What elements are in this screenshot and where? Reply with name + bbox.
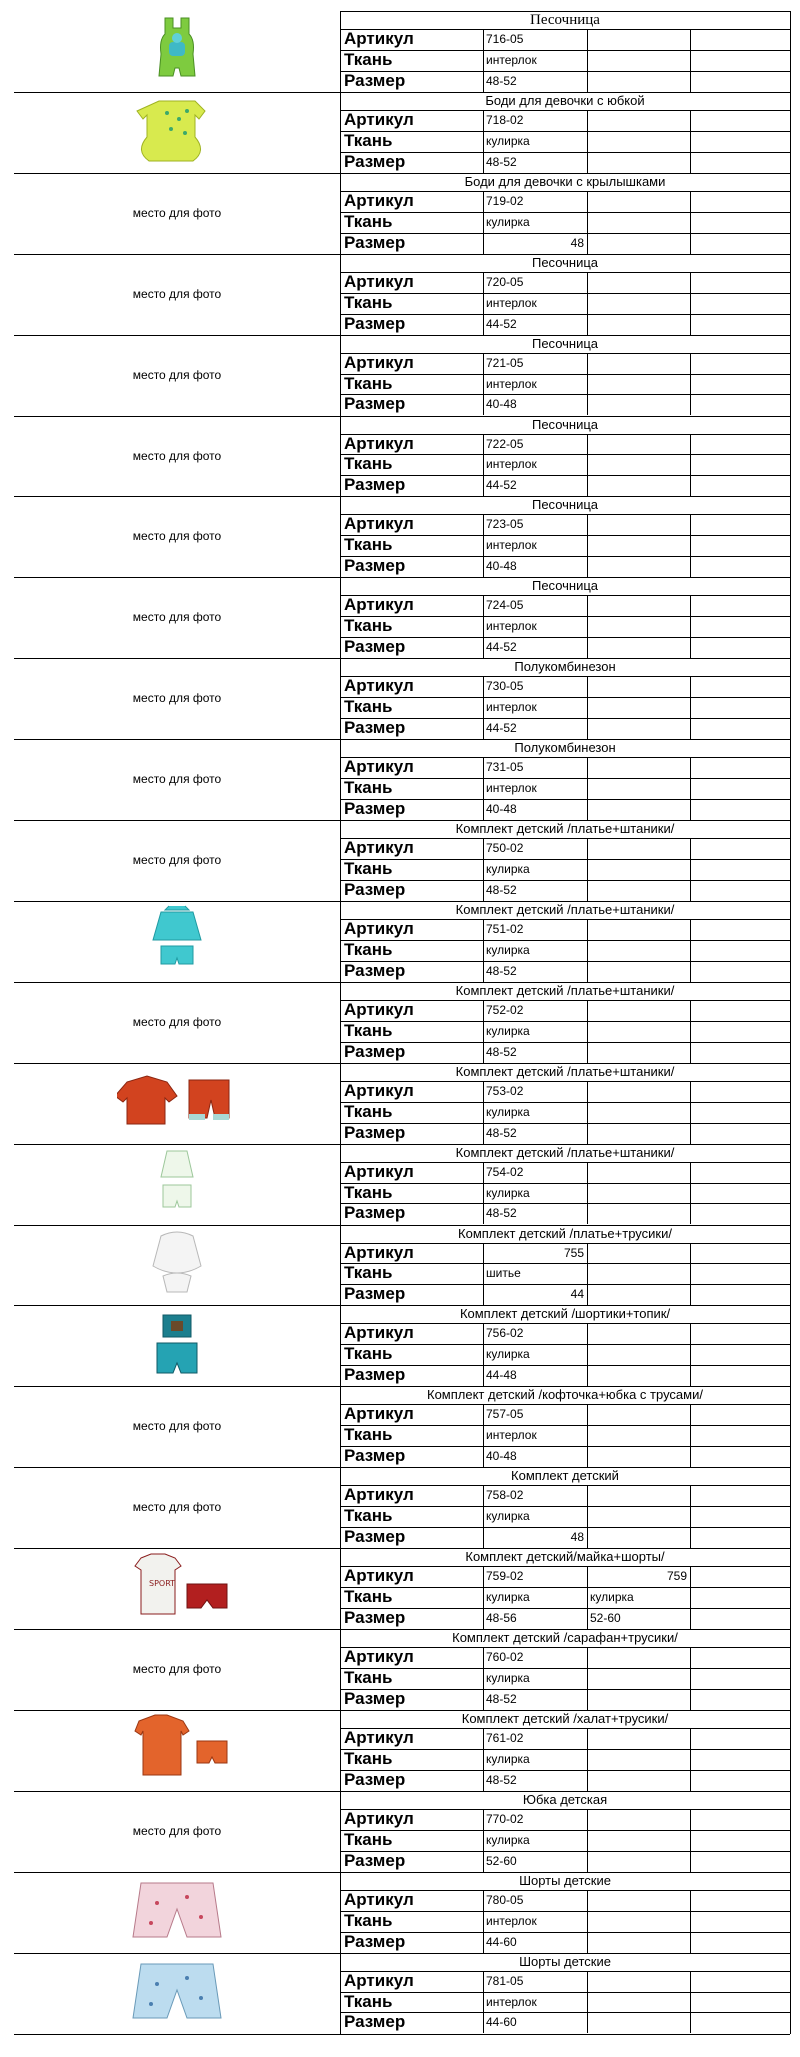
article-label: Артикул	[344, 918, 414, 938]
fabric-value: шитье	[486, 1266, 521, 1281]
fabric-value: интерлок	[486, 1428, 537, 1443]
article-value: 730-05	[486, 679, 524, 694]
grid-line	[690, 595, 691, 658]
article-value: 751-02	[486, 921, 524, 936]
fabric-value: кулирка	[486, 1509, 530, 1524]
svg-text:SPORT: SPORT	[149, 1578, 176, 1588]
size-label: Размер	[344, 1284, 406, 1304]
grid-line	[690, 353, 691, 416]
grid-line	[587, 1243, 588, 1306]
size-label: Размер	[344, 556, 406, 576]
product-photo	[117, 1873, 237, 1951]
product-title: Комплект детский /платье+штаники/	[455, 1063, 675, 1079]
article-label: Артикул	[344, 1727, 414, 1747]
photo-placeholder: место для фото	[132, 1662, 222, 1676]
grid-line	[690, 1000, 691, 1063]
size-label: Размер	[344, 1769, 406, 1789]
grid-line	[483, 1566, 484, 1629]
grid-line	[587, 1728, 588, 1791]
article-value: 753-02	[486, 1083, 524, 1098]
size-value: 48-52	[486, 1691, 517, 1706]
grid-line	[483, 1323, 484, 1386]
article-label: Артикул	[344, 595, 414, 615]
article-value: 716-05	[486, 32, 524, 46]
article-label: Артикул	[344, 1808, 414, 1828]
product-title: Комплект детский /платье+трусики/	[458, 1225, 672, 1241]
fabric-label: Ткань	[344, 130, 393, 150]
article-label: Артикул	[344, 1566, 414, 1586]
size-value: 44-60	[486, 2015, 517, 2030]
grid-line	[483, 676, 484, 739]
article-label: Артикул	[344, 1647, 414, 1666]
article-value: 780-05	[486, 1892, 524, 1907]
grid-line	[587, 434, 588, 497]
size-value: 44-52	[486, 640, 517, 655]
fabric-label: Ткань	[344, 858, 393, 878]
fabric-label: Ткань	[344, 697, 393, 717]
grid-line	[483, 514, 484, 577]
product-title: Комплект детский	[511, 1468, 619, 1484]
article-value: 756-02	[486, 1326, 524, 1341]
size-value: 40-48	[486, 397, 517, 412]
fabric-label: Ткань	[344, 1182, 393, 1202]
grid-line	[483, 1162, 484, 1225]
fabric-label: Ткань	[344, 292, 393, 312]
size-value: 40-48	[486, 1449, 517, 1464]
product-title: Комплект детский /халат+трусики/	[461, 1710, 669, 1726]
article-value-2: 759	[666, 1569, 687, 1584]
size-label: Размер	[344, 1365, 406, 1385]
grid-line	[483, 1890, 484, 1953]
size-value: 48-52	[486, 73, 517, 88]
size-value: 44-52	[486, 478, 517, 493]
grid-line	[587, 514, 588, 577]
grid-line	[690, 757, 691, 820]
article-value: 757-05	[486, 1407, 524, 1422]
fabric-value: интерлок	[486, 619, 537, 634]
size-label: Размер	[344, 637, 406, 657]
product-photo	[117, 1711, 237, 1789]
fabric-value: интерлок	[486, 457, 537, 472]
grid-line	[483, 1647, 484, 1710]
fabric-value: кулирка	[486, 1347, 530, 1362]
fabric-label: Ткань	[344, 1991, 393, 2011]
size-value: 48-52	[486, 1044, 517, 1059]
fabric-value-2: кулирка	[590, 1590, 634, 1604]
grid-line	[690, 1809, 691, 1872]
fabric-value: кулирка	[486, 214, 530, 229]
size-value: 44-52	[486, 721, 517, 735]
size-value: 44-60	[486, 1934, 517, 1949]
grid-line	[690, 1566, 691, 1629]
photo-placeholder: место для фото	[132, 1823, 222, 1838]
product-photo	[117, 1307, 237, 1385]
fabric-value: интерлок	[486, 781, 537, 795]
grid-line	[587, 676, 588, 739]
fabric-label: Ткань	[344, 616, 393, 636]
grid-line	[690, 272, 691, 335]
article-value: 760-02	[486, 1650, 524, 1664]
fabric-label: Ткань	[344, 1587, 393, 1606]
grid-line	[587, 272, 588, 335]
article-value: 750-02	[486, 841, 524, 855]
article-label: Артикул	[344, 676, 414, 696]
product-title: Песочница	[530, 12, 600, 28]
photo-placeholder: место для фото	[132, 1500, 222, 1515]
article-label: Артикул	[344, 1485, 414, 1505]
fabric-value: интерлок	[486, 376, 537, 391]
grid-line	[587, 757, 588, 820]
grid-line	[587, 595, 588, 658]
grid-line	[690, 1971, 691, 2034]
size-label: Размер	[344, 879, 406, 899]
grid-line	[690, 1323, 691, 1386]
product-title: Песочница	[531, 335, 599, 351]
article-label: Артикул	[344, 1242, 414, 1262]
product-photo	[117, 1954, 237, 2032]
grid-line	[483, 1971, 484, 2034]
size-label: Размер	[344, 1203, 406, 1223]
fabric-value: кулирка	[486, 1185, 530, 1200]
grid-line	[483, 1485, 484, 1548]
grid-line	[14, 2034, 340, 2035]
size-label: Размер	[344, 1850, 406, 1870]
grid-line	[690, 110, 691, 173]
size-value: 48-52	[486, 1772, 517, 1787]
fabric-value: кулирка	[486, 1590, 530, 1604]
size-value: 44-52	[486, 316, 517, 331]
article-value: 761-02	[486, 1730, 524, 1745]
article-label: Артикул	[344, 1970, 414, 1990]
fabric-label: Ткань	[344, 1020, 393, 1040]
fabric-value: кулирка	[486, 942, 530, 957]
article-value: 781-05	[486, 1973, 524, 1988]
photo-placeholder: место для фото	[132, 367, 222, 382]
product-title: Шорты детские	[519, 1872, 611, 1888]
article-value: 754-02	[486, 1164, 524, 1179]
size-label: Размер	[344, 475, 406, 495]
fabric-value: интерлок	[486, 700, 537, 715]
fabric-label: Ткань	[344, 1101, 393, 1121]
photo-placeholder: место для фото	[132, 610, 222, 625]
grid-line	[483, 1081, 484, 1144]
grid-line	[587, 1809, 588, 1872]
grid-line	[587, 353, 588, 416]
grid-line	[483, 29, 484, 92]
photo-placeholder: место для фото	[132, 691, 222, 706]
product-photo	[117, 93, 237, 171]
article-value: 770-02	[486, 1811, 524, 1826]
fabric-label: Ткань	[344, 1910, 393, 1930]
fabric-value: кулирка	[486, 133, 530, 148]
fabric-value: кулирка	[486, 1104, 530, 1119]
fabric-label: Ткань	[344, 49, 393, 69]
size-value: 44-48	[486, 1368, 517, 1383]
article-label: Артикул	[344, 352, 414, 372]
article-value: 755	[563, 1245, 584, 1260]
product-photo	[117, 902, 237, 980]
size-label: Размер	[344, 960, 406, 980]
grid-line	[690, 1890, 691, 1953]
size-value: 52-60	[486, 1853, 517, 1868]
grid-line	[483, 353, 484, 416]
grid-line	[690, 1404, 691, 1467]
product-title: Шорты детские	[519, 1953, 611, 1969]
size-value: 48-52	[486, 154, 517, 169]
fabric-label: Ткань	[344, 1344, 393, 1364]
grid-line	[690, 676, 691, 739]
size-value: 40-48	[486, 801, 517, 816]
fabric-value: интерлок	[486, 295, 537, 310]
size-label: Размер	[344, 313, 406, 333]
article-value: 731-05	[486, 760, 524, 775]
photo-placeholder: место для фото	[132, 448, 222, 463]
grid-line	[483, 838, 484, 901]
article-label: Артикул	[344, 1404, 414, 1424]
grid-line	[690, 514, 691, 577]
size-label: Размер	[344, 1688, 406, 1708]
grid-line	[587, 1647, 588, 1710]
grid-line	[483, 1809, 484, 1872]
article-label: Артикул	[344, 514, 414, 534]
grid-line	[587, 1971, 588, 2034]
article-value: 720-05	[486, 274, 524, 289]
article-label: Артикул	[344, 1080, 414, 1100]
fabric-value: кулирка	[486, 1832, 530, 1847]
grid-line	[483, 1728, 484, 1791]
grid-line	[587, 1485, 588, 1548]
size-label: Размер	[344, 1446, 406, 1466]
article-label: Артикул	[344, 109, 414, 129]
grid-line	[690, 1162, 691, 1225]
fabric-value: интерлок	[486, 1913, 537, 1928]
photo-placeholder: место для фото	[132, 529, 222, 544]
grid-line	[483, 191, 484, 254]
size-label: Размер	[344, 151, 406, 171]
fabric-value: интерлок	[486, 1994, 537, 2009]
grid-line	[690, 191, 691, 254]
fabric-value: интерлок	[486, 538, 537, 553]
product-title: Комплект детский /шортики+топик/	[459, 1306, 671, 1322]
fabric-value: интерлок	[486, 52, 537, 67]
size-value: 48-52	[486, 882, 517, 897]
grid-line	[587, 1081, 588, 1144]
size-label: Размер	[344, 1122, 406, 1142]
grid-line	[587, 1566, 588, 1629]
article-label: Артикул	[344, 433, 414, 453]
fabric-label: Ткань	[344, 454, 393, 474]
photo-placeholder: место для фото	[132, 853, 222, 867]
grid-line	[483, 1000, 484, 1063]
size-label: Размер	[344, 394, 406, 414]
product-title: Песочница	[531, 416, 599, 432]
grid-line	[483, 272, 484, 335]
size-label: Размер	[344, 2012, 406, 2032]
product-title: Боди для девочки с крылышками	[464, 173, 666, 189]
grid-line	[483, 595, 484, 658]
fabric-label: Ткань	[344, 1506, 393, 1526]
article-label: Артикул	[344, 757, 414, 777]
fabric-label: Ткань	[344, 1667, 393, 1687]
fabric-label: Ткань	[344, 939, 393, 959]
product-title: Боди для девочки с юбкой	[485, 92, 645, 108]
product-photo	[117, 12, 237, 90]
product-title: Комплект детский /сарафан+трусики/	[452, 1630, 678, 1645]
product-title: Песочница	[531, 578, 599, 594]
product-title: Комплект детский /платье+штаники/	[455, 1144, 675, 1160]
product-title: Песочница	[531, 254, 599, 270]
size-value: 48-52	[486, 963, 517, 978]
grid-line	[483, 919, 484, 982]
grid-line	[587, 1404, 588, 1467]
fabric-label: Ткань	[344, 1425, 393, 1445]
grid-line	[587, 838, 588, 901]
article-label: Артикул	[344, 271, 414, 291]
grid-line	[690, 1728, 691, 1791]
size-label: Размер	[344, 798, 406, 818]
article-label: Артикул	[344, 29, 414, 48]
article-value: 758-02	[486, 1488, 524, 1503]
product-title: Комплект детский /платье+штаники/	[455, 821, 675, 836]
grid-line	[587, 110, 588, 173]
fabric-label: Ткань	[344, 1263, 393, 1283]
grid-line	[690, 434, 691, 497]
size-value: 40-48	[486, 559, 517, 574]
grid-line	[587, 191, 588, 254]
article-label: Артикул	[344, 999, 414, 1019]
product-title: Юбка детская	[522, 1791, 608, 1807]
product-title: Песочница	[531, 497, 599, 513]
size-label: Размер	[344, 1931, 406, 1951]
article-label: Артикул	[344, 1161, 414, 1181]
size-label: Размер	[344, 232, 406, 252]
grid-line	[483, 434, 484, 497]
size-value: 48-52	[486, 1125, 517, 1140]
product-title: Полукомбинезон	[514, 740, 616, 756]
grid-line	[483, 1404, 484, 1467]
grid-line	[587, 1890, 588, 1953]
product-title: Комплект детский /платье+штаники/	[455, 982, 675, 998]
article-value: 718-02	[486, 112, 524, 127]
photo-placeholder: место для фото	[132, 205, 222, 220]
product-title: Комплект детский /кофточка+юбка с трусами/	[427, 1387, 703, 1403]
grid-line	[483, 110, 484, 173]
grid-line	[587, 1000, 588, 1063]
fabric-label: Ткань	[344, 778, 393, 797]
grid-line	[587, 1323, 588, 1386]
product-photo	[117, 1550, 237, 1628]
size-value: 48-56	[486, 1610, 517, 1625]
product-title: Комплект детский/майка+шорты/	[465, 1549, 665, 1565]
grid-line	[690, 1485, 691, 1548]
photo-placeholder: место для фото	[132, 286, 222, 301]
article-value: 759-02	[486, 1569, 524, 1584]
fabric-value: кулирка	[486, 861, 530, 876]
article-label: Артикул	[344, 190, 414, 210]
size-value: 44	[570, 1287, 584, 1302]
product-title: Комплект детский /платье+штаники/	[455, 901, 675, 917]
article-label: Артикул	[344, 838, 414, 857]
grid-line	[790, 11, 791, 2034]
fabric-value: кулирка	[486, 1023, 530, 1038]
grid-line	[483, 757, 484, 820]
fabric-label: Ткань	[344, 1748, 393, 1768]
product-photo	[117, 1145, 237, 1223]
size-value: 48	[570, 1530, 584, 1544]
photo-placeholder: место для фото	[132, 1014, 222, 1029]
grid-line	[690, 1647, 691, 1710]
size-label: Размер	[344, 1041, 406, 1061]
grid-line	[690, 1243, 691, 1306]
article-value: 752-02	[486, 1002, 524, 1017]
grid-line	[690, 1081, 691, 1144]
grid-line	[587, 1162, 588, 1225]
product-photo	[117, 1064, 237, 1142]
article-value: 719-02	[486, 193, 524, 208]
fabric-value: кулирка	[486, 1670, 530, 1685]
photo-placeholder: место для фото	[132, 772, 222, 787]
photo-placeholder: место для фото	[132, 1419, 222, 1434]
product-photo	[117, 1226, 237, 1304]
size-label: Размер	[344, 70, 406, 90]
size-value-2: 52-60	[590, 1610, 621, 1625]
fabric-value: кулирка	[486, 1751, 530, 1766]
article-label: Артикул	[344, 1889, 414, 1909]
article-value: 723-05	[486, 517, 524, 532]
article-label: Артикул	[344, 1323, 414, 1343]
article-value: 724-05	[486, 598, 524, 613]
size-label: Размер	[344, 718, 406, 737]
fabric-label: Ткань	[344, 1829, 393, 1849]
article-value: 722-05	[486, 436, 524, 451]
grid-line	[690, 29, 691, 92]
grid-line	[690, 919, 691, 982]
size-value: 48-52	[486, 1206, 517, 1221]
grid-line	[483, 1243, 484, 1306]
fabric-label: Ткань	[344, 373, 393, 393]
size-value: 48	[570, 235, 584, 250]
grid-line	[587, 29, 588, 92]
grid-line	[340, 2034, 790, 2035]
grid-line	[690, 838, 691, 901]
fabric-label: Ткань	[344, 535, 393, 555]
size-label: Размер	[344, 1527, 406, 1546]
size-label: Размер	[344, 1607, 406, 1627]
fabric-label: Ткань	[344, 211, 393, 231]
grid-line	[587, 919, 588, 982]
product-title: Полукомбинезон	[514, 659, 616, 675]
article-value: 721-05	[486, 355, 524, 370]
